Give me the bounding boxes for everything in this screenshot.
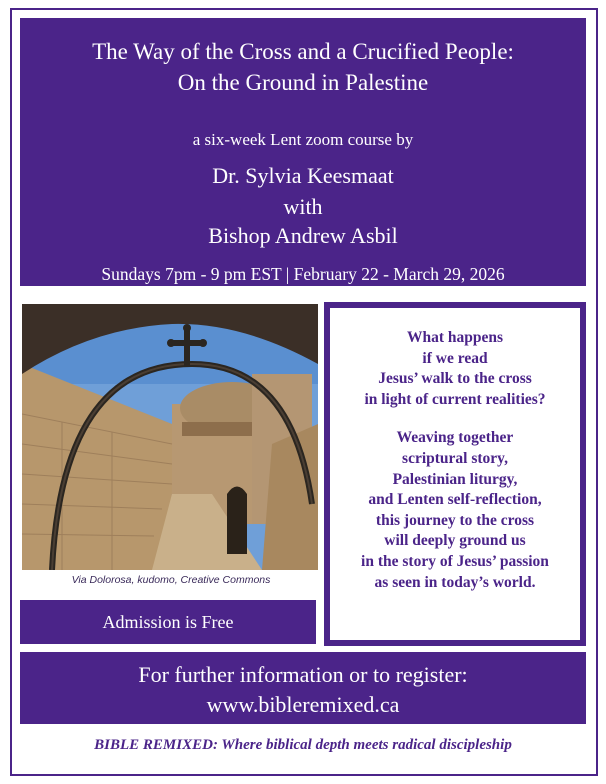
register-info: For further information or to register: xyxy=(138,662,468,687)
course-subtitle: a six-week Lent zoom course by xyxy=(192,130,414,149)
question-line: What happens xyxy=(406,329,504,346)
speaker-1: Dr. Sylvia Keesmaat xyxy=(212,163,394,188)
description-text xyxy=(329,307,581,641)
via-dolorosa-photo xyxy=(22,304,318,570)
course-title-line-2: On the Ground in Palestine xyxy=(177,70,429,95)
question-line: if we read xyxy=(422,349,488,367)
body-line: in the story of Jesus’ passion xyxy=(361,552,549,570)
speaker-2: Bishop Andrew Asbil xyxy=(208,223,398,248)
body-line: this journey to the cross xyxy=(375,511,535,529)
photo-caption: Via Dolorosa, kudomo, Creative Commons xyxy=(71,574,271,586)
question-line: Jesus’ walk to the cross xyxy=(378,370,532,388)
course-title xyxy=(20,36,586,98)
speaker-connector: with xyxy=(283,194,323,219)
body-line: scriptural story, xyxy=(402,449,508,467)
body-line: Palestinian liturgy, xyxy=(392,470,518,488)
description-box xyxy=(324,302,586,646)
header-band xyxy=(20,18,586,286)
course-title-line-1: The Way of the Cross and a Crucified People: xyxy=(92,39,514,64)
body-line: and Lenten self-reflection, xyxy=(368,491,542,509)
course-schedule: Sundays 7pm - 9 pm EST | February 22 - March 29, 2026 xyxy=(101,264,505,284)
footer-band xyxy=(20,652,586,724)
admission-banner: Admission is Free xyxy=(20,600,316,644)
tagline: BIBLE REMIXED: Where biblical depth meets radical discipleship xyxy=(94,737,512,753)
body-line: will deeply ground us xyxy=(384,532,526,550)
website-link[interactable]: www.bibleremixed.ca xyxy=(206,692,400,717)
body-line: Weaving together xyxy=(396,429,514,447)
question-line: in light of current realities? xyxy=(364,390,546,408)
body-line: as seen in today’s world. xyxy=(374,573,536,591)
